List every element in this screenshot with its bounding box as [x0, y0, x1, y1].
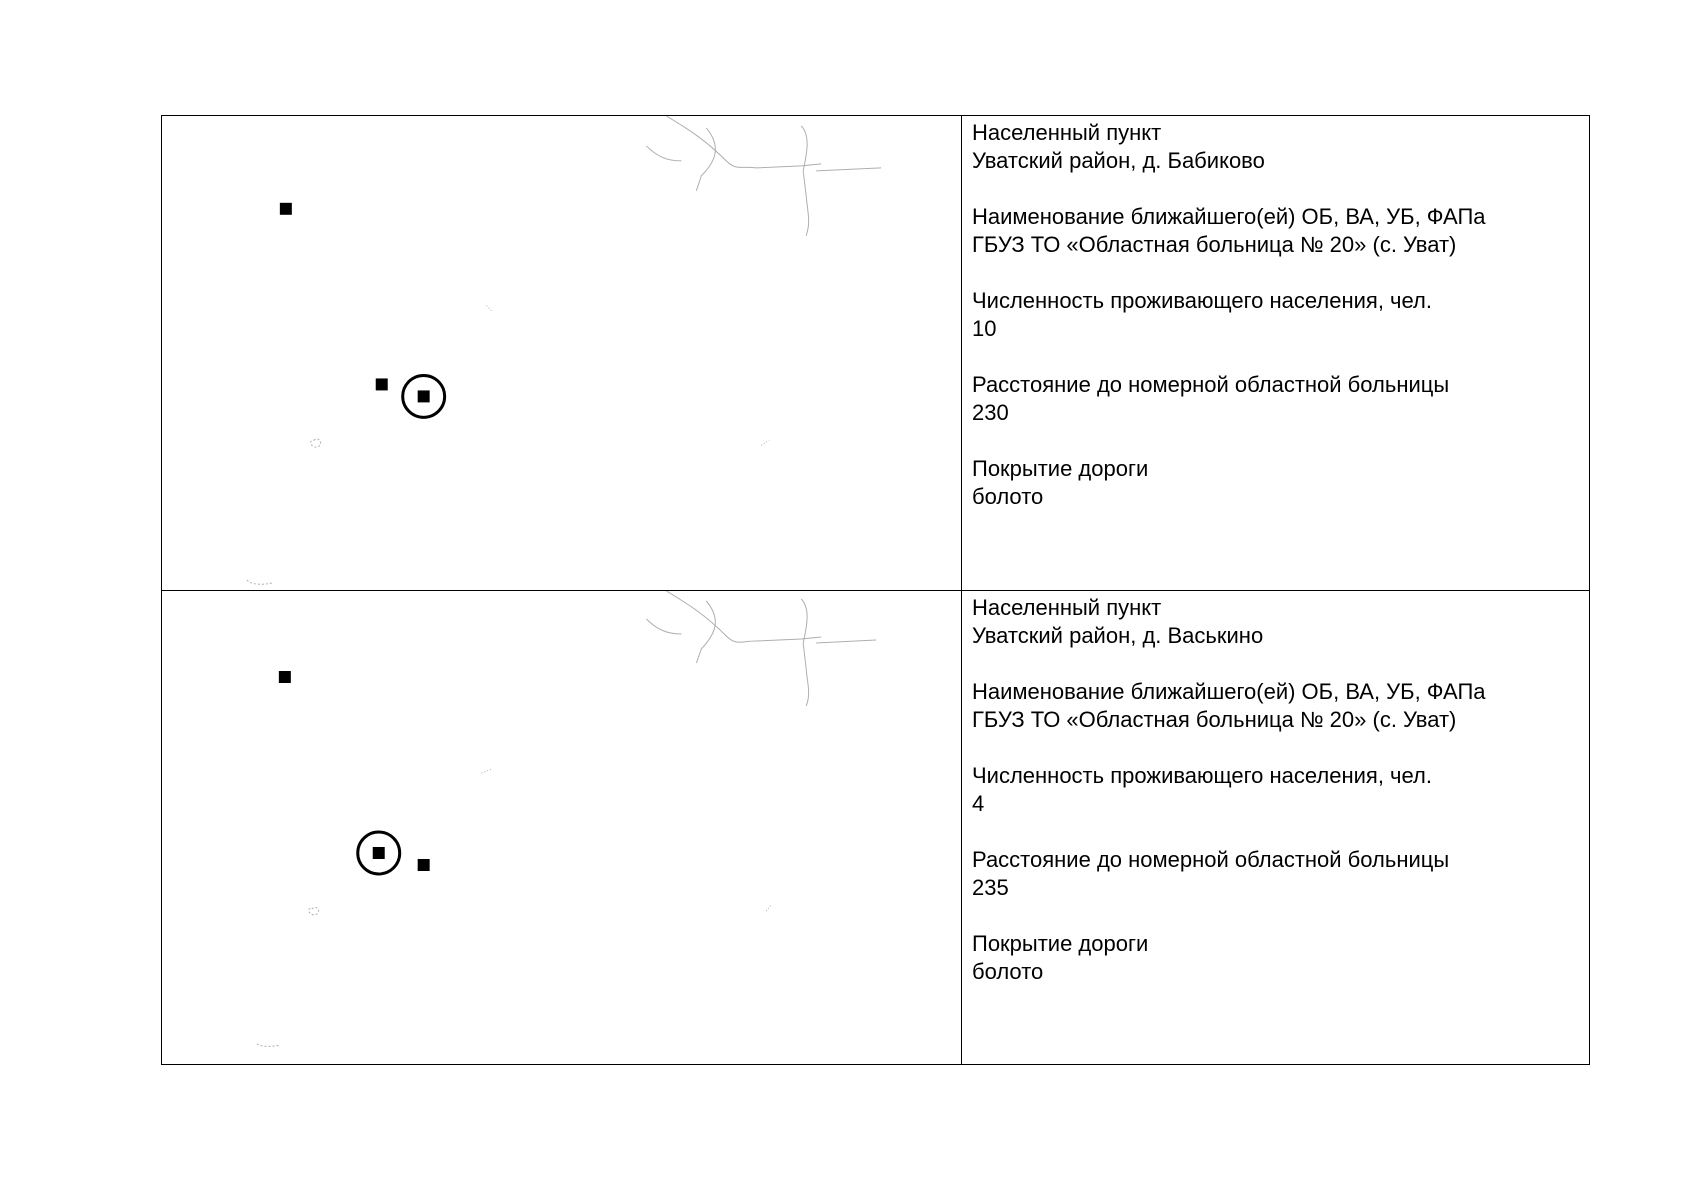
facility-value: ГБУЗ ТО «Областная больница № 20» (с. Уват)	[972, 232, 1457, 257]
map-roads	[247, 116, 881, 584]
population-value: 10	[972, 316, 997, 341]
road-label: Покрытие дороги	[972, 931, 1149, 956]
settlement-marker	[280, 203, 292, 215]
facility-label: Наименование ближайшего(ей) ОБ, ВА, УБ, ФАПа	[972, 204, 1486, 229]
road-value: болото	[972, 484, 1044, 509]
road-value: болото	[972, 959, 1044, 984]
road-label: Покрытие дороги	[972, 456, 1149, 481]
population-value: 4	[972, 791, 985, 816]
settlement-marker	[418, 859, 430, 871]
current-settlement-marker	[418, 390, 430, 402]
table-row	[162, 591, 1589, 1064]
facility-value: ГБУЗ ТО «Областная больница № 20» (с. Уват)	[972, 707, 1457, 732]
settlement-info	[962, 116, 1589, 590]
distance-label: Расстояние до номерной областной больницы	[972, 847, 1450, 872]
map-thumbnail	[162, 116, 962, 590]
map-image	[162, 116, 961, 590]
facility-label: Наименование ближайшего(ей) ОБ, ВА, УБ, ФАПа	[972, 679, 1486, 704]
settlement-info	[962, 591, 1589, 1064]
settlement-label: Населенный пункт	[972, 595, 1162, 620]
population-label: Численность проживающего населения, чел.	[972, 763, 1432, 788]
distance-value: 230	[972, 400, 1009, 425]
distance-value: 235	[972, 875, 1009, 900]
settlement-marker	[376, 378, 388, 390]
settlement-label: Населенный пункт	[972, 120, 1162, 145]
distance-label: Расстояние до номерной областной больницы	[972, 372, 1450, 397]
current-settlement-marker	[373, 847, 385, 859]
map-roads	[257, 591, 876, 1046]
map-thumbnail	[162, 591, 962, 1064]
settlement-marker	[279, 671, 291, 683]
population-label: Численность проживающего населения, чел.	[972, 288, 1432, 313]
map-image	[162, 591, 961, 1064]
table-row	[162, 116, 1589, 591]
settlement-value: Уватский район, д. Бабиково	[972, 148, 1265, 173]
settlements-table	[161, 115, 1590, 1065]
settlement-value: Уватский район, д. Васькино	[972, 623, 1264, 648]
